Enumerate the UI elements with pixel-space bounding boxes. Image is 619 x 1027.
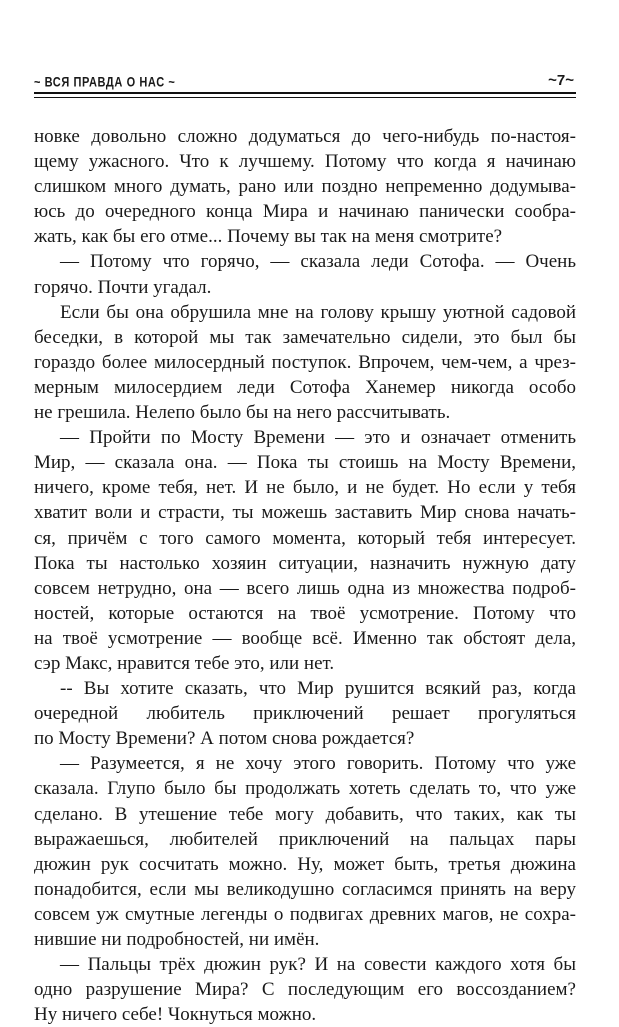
text-line: дюжин рук сосчитать можно. Ну, может быть, третья дюжина xyxy=(34,853,576,875)
running-title: ~ ВСЯ ПРАВДА О НАС ~ xyxy=(34,75,176,91)
page-number: ~7~ xyxy=(548,72,574,89)
text-line: беседки, в которой мы так замечательно сидели, это был бы xyxy=(34,326,576,348)
page-header xyxy=(34,74,576,104)
text-line: юсь до очередного конца Мира и начинаю панически сообра- xyxy=(34,201,576,223)
text-line: Если бы она обрушила мне на голову крышу уютной садовой xyxy=(60,301,576,323)
text-line: совсем уж смутные легенды о подвигах древних магов, не сохра- xyxy=(34,903,576,925)
text-line: сэр Макс, нравится тебе это, или нет. xyxy=(34,652,335,674)
text-line: Пока ты настолько хозяин ситуации, назначить нужную дату xyxy=(34,552,576,574)
text-line: не грешила. Нелепо было бы на него рассчитывать. xyxy=(34,402,451,424)
text-line: понадобится, если мы великодушно согласимся принять на веру xyxy=(34,878,576,900)
text-line: Мир, — сказала она. — Пока ты стоишь на Мосту Времени, xyxy=(34,452,576,474)
text-line: хватит воли и страсти, ты можешь заставить Мир снова начать- xyxy=(34,502,576,524)
text-line: — Пальцы трёх дюжин рук? И на совести каждого хотя бы xyxy=(60,954,576,976)
text-line: одно разрушение Мира? С последующим его воссозданием? xyxy=(34,979,576,1001)
text-line: горячо. Почти угадал. xyxy=(34,276,212,298)
text-line: новке довольно сложно додуматься до чего-нибудь по-настоя- xyxy=(34,126,576,147)
text-line: сделано. В утешение тебе могу добавить, что таких, как ты xyxy=(34,803,576,825)
text-line: слишком много думать, рано или поздно непременно додумыва- xyxy=(34,176,576,198)
text-line: ничего, кроме тебя, нет. И не было, и не будет. Но если у тебя xyxy=(34,477,576,499)
text-line: совсем нетрудно, она — всего лишь одна из множества подроб- xyxy=(34,577,576,599)
text-line: мерным милосердием леди Сотофа Ханемер никогда особо xyxy=(34,376,576,398)
text-line: нившие ни подробностей, ни имён. xyxy=(34,929,320,950)
text-line: ся, причём с того самого момента, который тебя интересует. xyxy=(34,527,576,549)
header-rule-thick xyxy=(34,92,576,94)
text-line: Ну ничего себе! Чокнуться можно. xyxy=(34,1004,317,1026)
text-line: -- Вы хотите сказать, что Мир рушится всякий раз, когда xyxy=(60,678,576,700)
text-line: на твоё усмотрение — вообще всё. Именно так обстоят дела, xyxy=(34,627,576,649)
text-line: — Потому что горячо, — сказала леди Сотофа. — Очень xyxy=(60,251,576,273)
text-line: жать, как бы его отме... Почему вы так на меня смотрите? xyxy=(34,226,503,248)
text-line: — Пройти по Мосту Времени — это и означает отменить xyxy=(60,427,576,449)
text-line: — Разумеется, я не хочу этого говорить. Потому что уже xyxy=(60,753,576,775)
text-line: щему ужасного. Что к лучшему. Потому что когда я начинаю xyxy=(34,151,576,173)
text-line: очередной любитель приключений решает прогуляться xyxy=(34,703,576,725)
text-line: по Мосту Времени? А потом снова рождается? xyxy=(34,728,415,750)
text-line: гораздо более милосердный поступок. Впрочем, чем-чем, а чрез- xyxy=(34,351,576,373)
body-text xyxy=(34,124,576,1027)
text-line: ностей, которые остаются на твоё усмотрение. Потому что xyxy=(34,602,576,624)
header-rule-thin xyxy=(34,97,576,98)
text-line: выражаешься, любителей приключений на пальцах пары xyxy=(34,828,576,850)
text-line: сказала. Глупо было бы продолжать хотеть сделать то, что уже xyxy=(34,778,576,800)
